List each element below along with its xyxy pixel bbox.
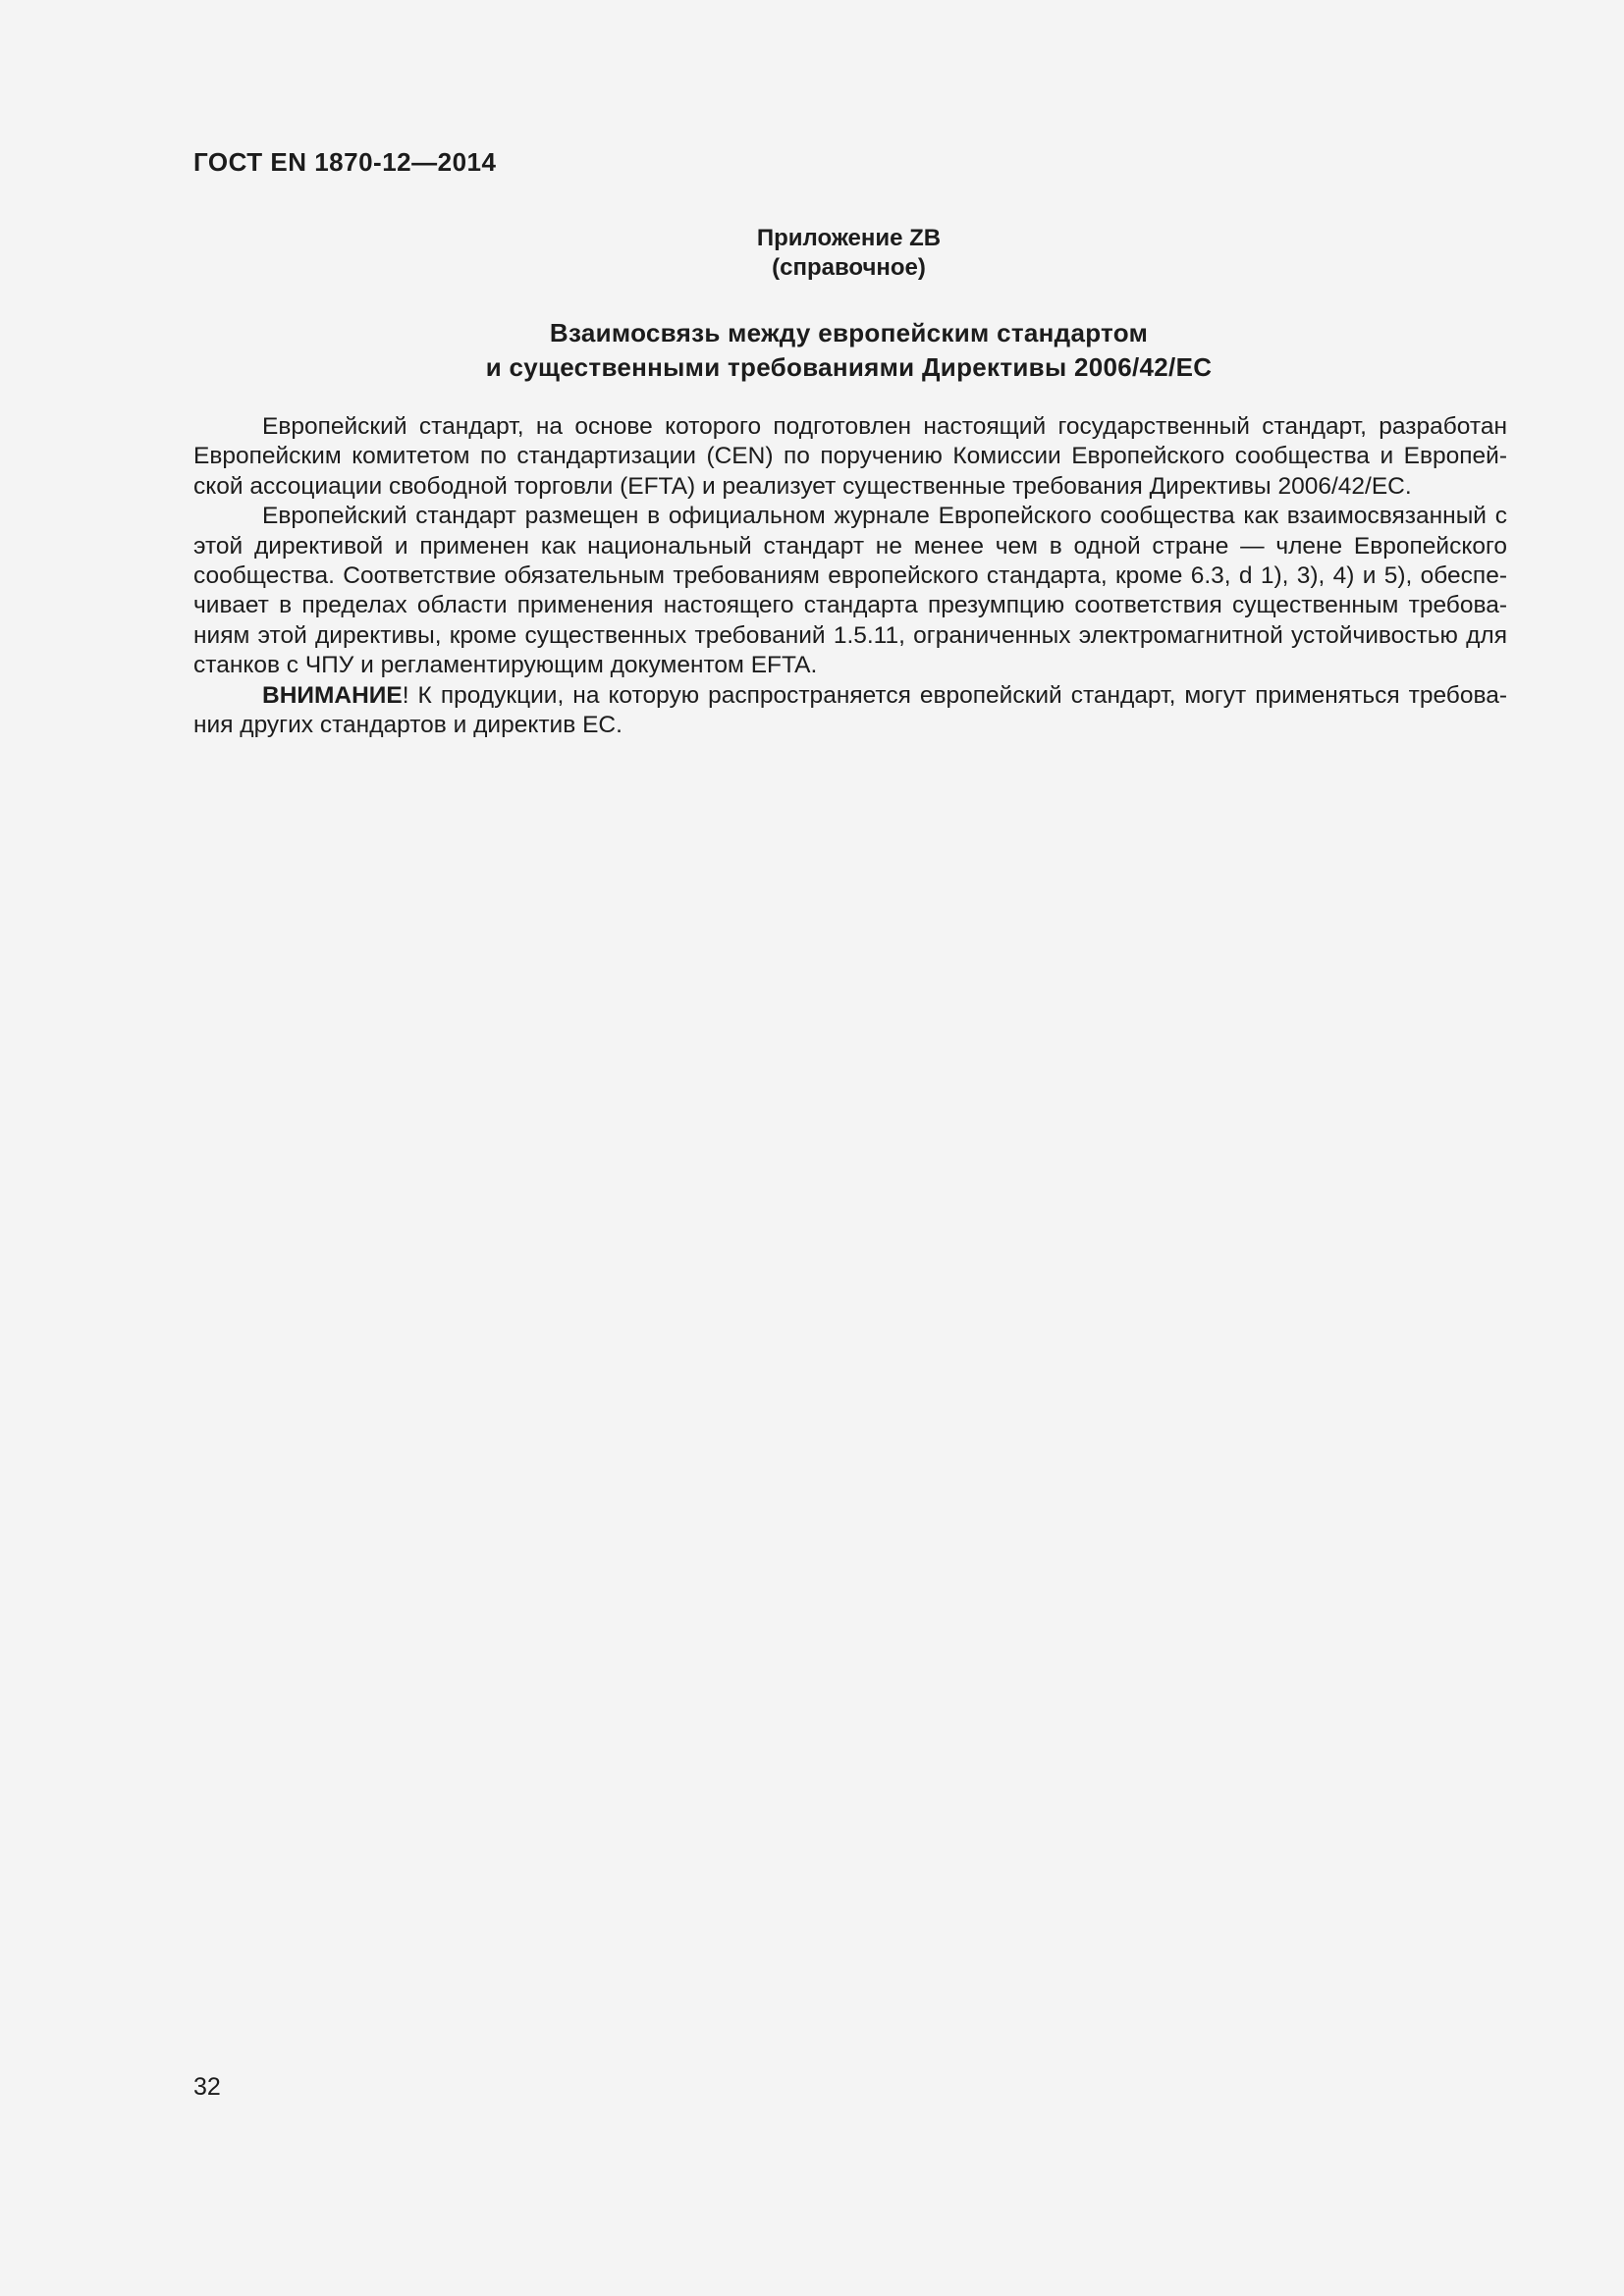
warning-text: ! К продукции, на которую распространяется европейский стандарт, могут применяться требования других стандартов и директив ЕС. <box>193 681 1507 739</box>
annex-heading <box>193 224 1504 283</box>
paragraph: Европейский стандарт, на основе которого подготовлен настоящий государственный стандарт, разработан Европейским комитетом по стандартизации (CEN) по поручению Комиссии Европейского сообщества и Европейской ассоциации свободной торговли (EFTA) и реализует существенные требования Директивы 2006/42/ЕС. <box>193 413 1507 500</box>
section-title-line-1: Взаимосвязь между европейским стандартом <box>549 318 1149 347</box>
section-title-line-2: и существенными требованиями Директивы 2006/42/ЕС <box>485 352 1213 382</box>
section-title <box>193 316 1504 385</box>
page-number: 32 <box>193 2073 221 2101</box>
paragraph: Европейский стандарт размещен в официальном журнале Европейского сообщества как взаимосвязанный с этой директивой и применен как национальный стандарт не менее чем в одной стране — члене Европейского сообщества. Соответствие обязательным требованиям европейского стандарта, кроме 6.3, d 1), 3), 4) и 5), обеспечивает в пределах области применения настоящего стандарта презумпцию соответствия существенным требованиям этой директивы, кроме существенных требований 1.5.11, ограниченных электромагнитной устойчивостью для станков с ЧПУ и регламентирующим документом EFTA. <box>193 503 1507 679</box>
warning-paragraph <box>193 681 1507 741</box>
annex-label: Приложение ZB <box>756 225 942 251</box>
body-text <box>193 412 1507 740</box>
annex-type: (справочное) <box>772 254 926 281</box>
document-code: ГОСТ EN 1870-12—2014 <box>193 147 497 177</box>
warning-label: ВНИМАНИЕ <box>262 681 403 709</box>
